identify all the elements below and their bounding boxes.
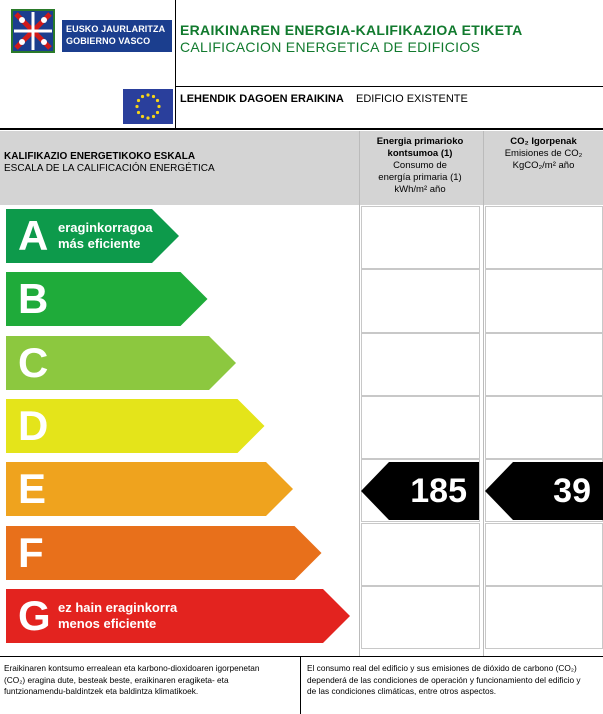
logo-line-1: EUSKO JAURLARITZA <box>66 24 166 34</box>
logo-text-box <box>62 20 172 52</box>
rating-bar-c <box>6 336 237 390</box>
footer-divider <box>300 656 301 714</box>
header-divider <box>175 0 176 128</box>
rating-bar-e <box>6 462 294 516</box>
rating-letter: E <box>18 465 47 513</box>
building-type-spanish: EDIFICIO EXISTENTE <box>356 93 468 105</box>
rating-bar-g <box>6 589 351 643</box>
rating-bar-b <box>6 272 209 326</box>
scale-heading-spanish: ESCALA DE LA CALIFICACIÓN ENERGÉTICA <box>4 163 215 174</box>
column-separator <box>483 131 484 656</box>
rating-arrow-shape <box>6 526 323 580</box>
column-separator <box>359 131 360 656</box>
building-type-basque: LEHENDIK DAGOEN ERAIKINA <box>180 93 344 105</box>
energy-header-line-5: kWh/m² año <box>394 184 446 195</box>
footer-basque-line-2: (CO₂) eragina dute, besteak beste, eraikinaren eragiketa- eta <box>4 674 229 685</box>
energy-cell-b <box>361 269 480 332</box>
energy-column-header <box>360 136 480 196</box>
energy-header-line-4: energía primaria (1) <box>378 172 462 183</box>
footer-note-basque <box>4 663 294 698</box>
rating-description-spanish: menos eficiente <box>58 615 157 631</box>
co2-indicator <box>485 462 603 520</box>
energy-cell-a <box>361 206 480 269</box>
rating-letter: C <box>18 338 49 386</box>
footer-basque-line-1: Eraikinaren kontsumo errealean eta karbono-dioxidoaren igorpenetan <box>4 663 260 673</box>
header-bottom-rule <box>0 128 603 130</box>
footer-basque-line-3: funtzionamendu-baldintzek eta baldintza klimatikoek. <box>4 686 199 696</box>
rating-bar-a <box>6 209 180 263</box>
co2-header-line-3: KgCO₂/m² año <box>512 160 575 171</box>
rating-letter: G <box>18 591 51 639</box>
co2-indicator-value: 39 <box>553 472 591 511</box>
scale-heading-basque: KALIFIKAZIO ENERGETIKOKO ESKALA <box>4 151 196 162</box>
rating-letter: D <box>18 401 49 449</box>
rating-bar-f <box>6 526 323 580</box>
scale-heading <box>4 151 215 175</box>
energy-indicator-value: 185 <box>410 472 467 511</box>
co2-cell-d <box>485 396 603 459</box>
rating-bar-d <box>6 399 266 453</box>
footer-spanish-line-1: El consumo real del edificio y sus emisiones de dióxido de carbono (CO₂) <box>307 663 577 673</box>
footer-spanish-line-2: dependerá de las condiciones de operación y funcionamiento del edificio y <box>307 674 581 685</box>
eu-flag-icon <box>123 89 173 124</box>
rating-description-basque: ez hain eraginkorra <box>58 599 178 615</box>
energy-header-line-2: kontsumoa (1) <box>387 148 453 159</box>
rating-description <box>58 220 153 252</box>
label-title-basque: ERAIKINAREN ENERGIA-KALIFIKAZIOA ETIKETA <box>180 22 523 38</box>
rating-letter: F <box>18 528 44 576</box>
basque-government-logo <box>10 8 166 54</box>
co2-header-line-2: Emisiones de CO₂ <box>504 148 583 159</box>
co2-header-line-1: CO₂ Igorpenak <box>510 136 577 147</box>
footer-note-spanish <box>307 663 601 698</box>
logo-line-2: GOBIERNO VASCO <box>66 36 151 46</box>
title-rule <box>175 86 603 87</box>
co2-cell-f <box>485 523 603 586</box>
label-title-spanish: CALIFICACION ENERGETICA DE EDIFICIOS <box>180 39 481 55</box>
energy-header-line-3: Consumo de <box>393 160 447 171</box>
footer-spanish-line-3: de las condiciones climáticas, entre otros aspectos. <box>307 686 497 696</box>
basque-shield-icon <box>10 8 56 54</box>
co2-cell-c <box>485 333 603 396</box>
rating-description <box>58 600 177 632</box>
energy-cell-f <box>361 523 480 586</box>
co2-cell-g <box>485 586 603 649</box>
rating-description-spanish: más eficiente <box>58 236 141 251</box>
rating-letter: B <box>18 275 49 323</box>
rating-arrow-shape <box>6 462 294 516</box>
energy-cell-c <box>361 333 480 396</box>
co2-cell-b <box>485 269 603 332</box>
co2-cell-a <box>485 206 603 269</box>
energy-indicator <box>361 462 479 520</box>
rating-description-basque: eraginkorragoa <box>58 220 153 235</box>
footer-rule <box>0 656 603 657</box>
co2-column-header <box>484 136 603 172</box>
energy-cell-d <box>361 396 480 459</box>
rating-letter: A <box>18 212 49 259</box>
energy-header-line-1: Energia primarioko <box>376 136 464 147</box>
energy-cell-g <box>361 586 480 649</box>
